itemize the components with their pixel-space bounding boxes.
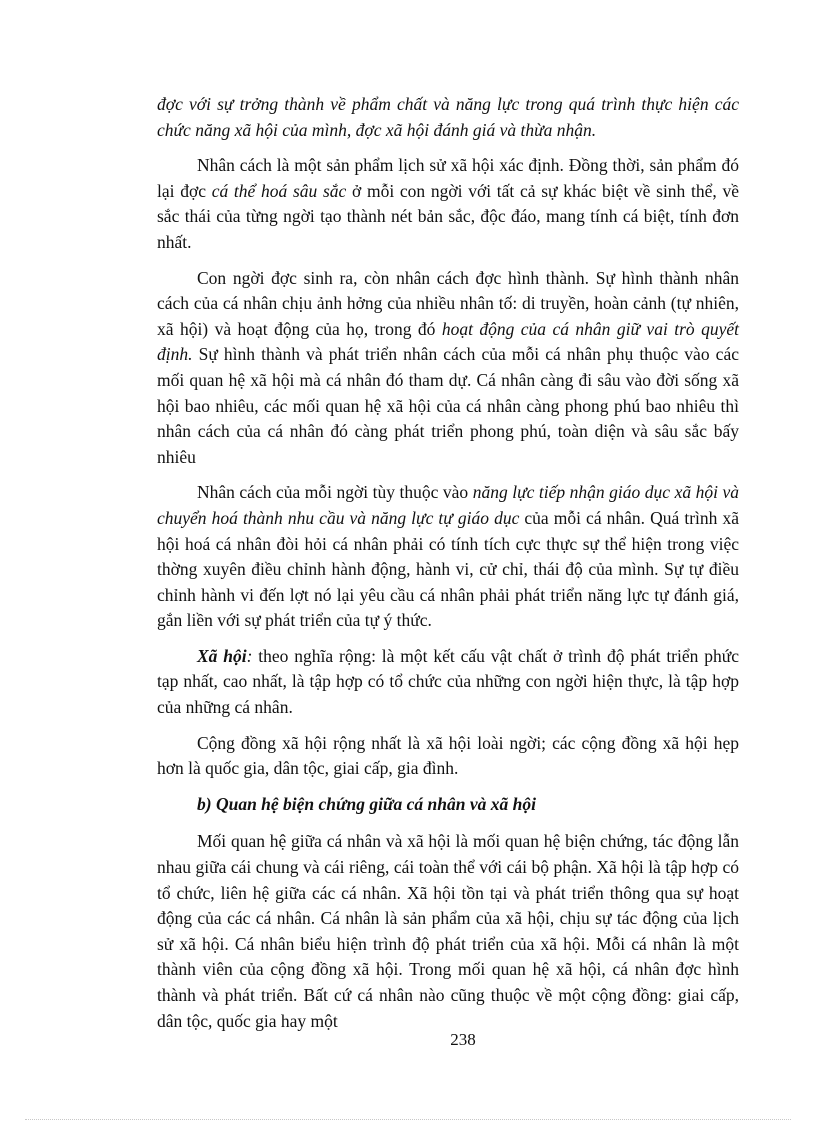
italic-phrase: hoạt động của cá nhân giữ vai trò quyết định. bbox=[157, 318, 739, 365]
text-run: Con ngời đợc sinh ra, còn nhân cách đợc hình thành. Sự hình thành nhân cách của cá nhân chịu ảnh hởng của nhiều nhân tố: di truyền, hoàn cảnh (tự nhiên, xã hội) và hoạt động của họ, trong đó bbox=[157, 267, 739, 339]
text-run: ở mỗi con ngời với tất cả sự khác biệt về sinh thể, về sắc thái của từng ngời tạo thành nét bản sắc, độc đáo, mang tính cá biệt, tính đơn nhất. bbox=[157, 180, 739, 252]
italic-phrase: năng lực tiếp nhận giáo dục xã hội và chuyển hoá thành nhu cầu và năng lực tự giáo dục bbox=[157, 482, 739, 528]
paragraph bbox=[157, 92, 739, 143]
paragraph bbox=[157, 829, 739, 1034]
text-run: Nhân cách là một sản phẩm lịch sử xã hội xác định. Đồng thời, sản phẩm đó lại đợc bbox=[157, 155, 739, 201]
text-run: theo nghĩa rộng: là một kết cấu vật chất ở trình độ phát triển phức tạp nhất, cao nhất, là tập hợp có tổ chức của những con ngời hiện thực, là tập hợp của những cá nhân. bbox=[157, 645, 739, 718]
body-text bbox=[157, 92, 739, 1044]
text-run: Sự hình thành và phát triển nhân cách của mỗi cá nhân phụ thuộc vào các mối quan hệ xã hội mà cá nhân đó tham dự. Cá nhân càng đi sâu vào đời sống xã hội bao nhiêu, các mối quan hệ xã hội của cá nhân càng phong phú bao nhiêu thì nhân cách của cá nhân đó càng phát triển phong phú, toàn diện và sâu sắc bấy nhiêu bbox=[157, 344, 739, 467]
text-run: đợc với sự trởng thành về phẩm chất và năng lực trong quá trình thực hiện các chức năng xã hội của mình, đợc xã hội đánh giá và thừa nhận. bbox=[157, 94, 739, 140]
paragraph bbox=[157, 731, 739, 782]
paragraph bbox=[157, 266, 739, 471]
paragraph bbox=[157, 153, 739, 255]
text-run: Nhân cách của mỗi ngời tùy thuộc vào bbox=[197, 482, 473, 503]
text-run: Mối quan hệ giữa cá nhân và xã hội là mối quan hệ biện chứng, tác động lẫn nhau giữa cái chung và cái riêng, cái toàn thể với cái bộ phận. Xã hội là tập hợp có tổ chức, liên hệ giữa các cá nhân. Xã hội tồn tại và phát triển thông qua sự hoạt động của các cá nhân. Cá nhân là sản phẩm của xã hội, chịu sự tác động của lịch sử xã hội. Cá nhân biểu hiện trình độ phát triển của xã hội. Mỗi cá nhân là một thành viên của cộng đồng xã hội. Trong mối quan hệ xã hội, cá nhân đợc hình thành và phát triển. Bất cứ cá nhân nào cũng thuộc về một cộng đồng: giai cấp, dân tộc, quốc gia hay một bbox=[157, 831, 739, 1031]
section-heading bbox=[197, 792, 739, 818]
text-run: của mỗi cá nhân. Quá trình xã hội hoá cá nhân đòi hỏi cá nhân phải có tính tích cực thực sự thể hiện trong việc thờng xuyên điều chỉnh hành động, hành vi, cử chỉ, thái độ của mình. Sự tự điều chỉnh hành vi đến lợt nó lại yêu cầu cá nhân phải phát triển năng lực tự đánh giá, gắn liền với sự phát triển của tự ý thức. bbox=[157, 507, 739, 631]
paragraph bbox=[157, 644, 739, 721]
page-bottom-rule bbox=[25, 1119, 791, 1120]
text-run: b) Quan hệ biện chứng giữa cá nhân và xã hội bbox=[197, 793, 536, 814]
text-run: Cộng đồng xã hội rộng nhất là xã hội loài ngời; các cộng đồng xã hội hẹp hơn là quốc gia, dân tộc, giai cấp, gia đình. bbox=[157, 732, 739, 779]
italic-phrase: : bbox=[246, 645, 253, 666]
paragraph bbox=[157, 480, 739, 634]
italic-phrase: cá thể hoá sâu sắc bbox=[211, 180, 347, 201]
term-label: Xã hội bbox=[197, 645, 247, 666]
page-number: 238 bbox=[450, 1030, 476, 1049]
